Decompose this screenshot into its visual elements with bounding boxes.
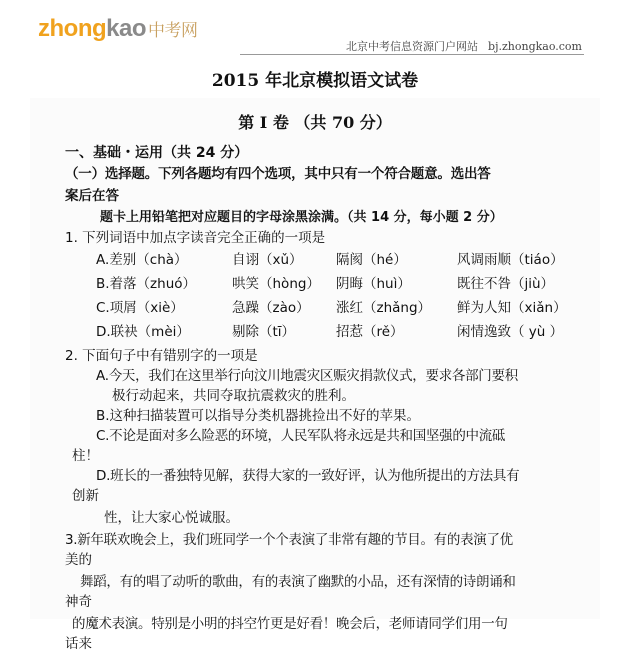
site-logo[interactable]	[38, 15, 198, 43]
logo-text-zhong: zhong	[38, 15, 107, 42]
scanned-exam-page	[30, 98, 600, 652]
q1-option-d-3: 招惹（rě）	[336, 324, 404, 340]
site-url[interactable]: bj.zhongkao.com	[488, 40, 582, 53]
q1-option-b-1: B.着落（zhuó）	[96, 276, 197, 292]
q1-option-c-1: C.项屑（xiè）	[96, 300, 184, 316]
subsection1-line2: 案后在答	[65, 188, 119, 204]
question-3-line6: 话来	[65, 636, 92, 652]
q1-option-c-2: 急躁（zào）	[232, 300, 310, 316]
q2-option-a-line1: A.今天，我们在这里举行向汶川地震灾区赈灾捐款仪式，要求各部门要积	[96, 368, 518, 384]
q1-option-a-3: 隔阂（hé）	[336, 252, 407, 268]
q2-option-d-line3: 性，让大家心悦诚服。	[104, 510, 239, 526]
q1-option-d-1: D.联袂（mèi）	[96, 324, 190, 340]
question-3-line3: 舞蹈，有的唱了动听的歌曲，有的表演了幽默的小品，还有深情的诗朗诵和	[80, 574, 516, 590]
q2-option-d-line2: 创新	[72, 488, 99, 504]
q1-option-b-2: 哄笑（hòng）	[232, 276, 320, 292]
q1-option-c-4: 鲜为人知（xiǎn）	[457, 300, 567, 316]
q2-option-c-line2: 柱！	[72, 448, 99, 464]
question-3-line2: 美的	[65, 552, 92, 568]
q1-option-b-4: 既往不咎（jiù）	[457, 276, 555, 292]
question-3-line4: 神奇	[65, 594, 92, 610]
logo-text-cn: 中考网	[148, 21, 198, 40]
part1-heading: 一、基础・运用（共 24 分）	[65, 145, 249, 161]
question-2: 2. 下面句子中有错别字的一项是	[65, 348, 258, 364]
q1-option-a-1: A.差别（chà）	[96, 252, 188, 268]
document-title: 2015 年北京模拟语文试卷	[211, 71, 419, 91]
q1-option-d-4: 闲情逸致（ yù ）	[457, 324, 564, 340]
logo-text-kao: kao	[106, 15, 146, 42]
q1-option-d-2: 剔除（tī）	[232, 324, 296, 340]
q2-option-d-line1: D.班长的一番独特见解，获得大家的一致好评，认为他所提出的方法具有	[96, 468, 520, 484]
subsection1-line3: 题卡上用铅笔把对应题目的字母涂黑涂满。（共 14 分，每小题 2 分）	[100, 210, 503, 225]
question-1: 1. 下列词语中加点字读音完全正确的一项是	[65, 230, 326, 246]
q2-option-a-line2: 极行动起来，共同夺取抗震救灾的胜利。	[112, 388, 355, 404]
q1-option-c-3: 涨红（zhǎng）	[336, 300, 432, 316]
header-divider	[240, 54, 584, 55]
q1-option-a-4: 风调雨顺（tiáo）	[457, 252, 564, 268]
q2-option-c-line1: C.不论是面对多么险恶的环境，人民军队将永远是共和国坚强的中流砥	[96, 428, 506, 444]
question-3-line1: 3.新年联欢晚会上，我们班同学一个个表演了非常有趣的节目。有的表演了优	[65, 532, 513, 548]
section-title: 第 I 卷 （共 70 分）	[238, 113, 392, 132]
q2-option-b: B.这种扫描装置可以指导分类机器挑捡出不好的苹果。	[96, 408, 421, 424]
subsection1-line1: （一）选择题。下列各题均有四个选项，其中只有一个符合题意。选出答	[65, 166, 491, 182]
q1-option-a-2: 自诩（xǔ）	[232, 252, 303, 268]
question-3-line5: 的魔术表演。特别是小明的抖空竹更是好看！晚会后，老师请同学们用一句	[72, 616, 508, 632]
tagline-text: 北京中考信息资源门户网站	[346, 40, 479, 53]
site-tagline	[346, 38, 582, 54]
q1-option-b-3: 阴晦（huì）	[336, 276, 411, 292]
